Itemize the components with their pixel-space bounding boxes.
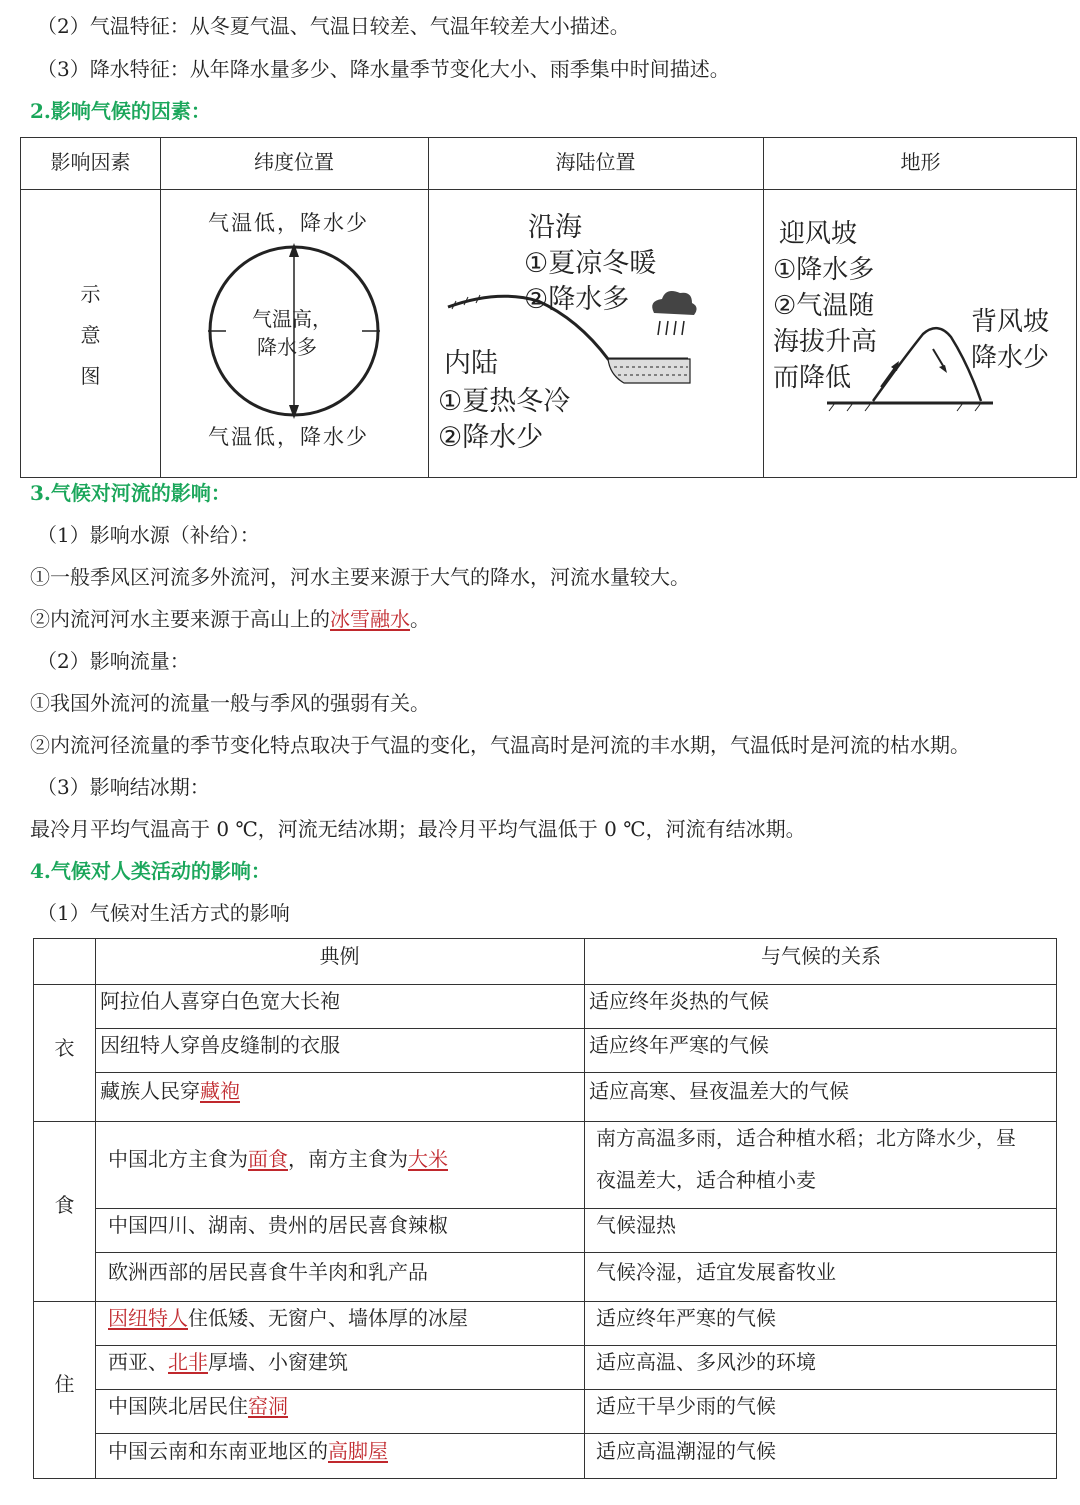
header-sea-land: 海陆位置 (555, 150, 636, 174)
climate-precipitation-line: （3）降水特征：从年降水量多少、降水量季节变化大小、雨季集中时间描述。 (37, 57, 730, 81)
section-heading-rivers: 3.气候对河流的影响： (30, 481, 231, 505)
header-relation: 与气候的关系 (761, 944, 881, 968)
leeward-title: 背风坡 (971, 307, 1050, 337)
latitude-top-label: 气温低，降水少 (208, 211, 369, 235)
header-latitude: 纬度位置 (254, 150, 334, 174)
leeward-feature-1: 降水少 (971, 343, 1050, 373)
table-row-relation: 适应高温、多风沙的环境 (596, 1350, 816, 1374)
table-row: 中国北方主食为面食，南方主食为大米 (108, 1147, 448, 1171)
coast-feature-2: ②降水多 (524, 284, 630, 315)
header-terrain: 地形 (900, 150, 941, 174)
header-factor: 影响因素 (50, 150, 131, 174)
section-heading-human: 4.气候对人类活动的影响： (30, 859, 271, 883)
windward-feature-2: ②气温随 (773, 291, 875, 321)
table-row-relation: 适应高寒、昼夜温差大的气候 (589, 1079, 849, 1103)
inuit-highlight: 因纽特人 (108, 1306, 188, 1330)
sea-land-diagram (428, 189, 763, 479)
snowmelt-highlight: 冰雪融水 (330, 607, 410, 631)
stilt-house-highlight: 高脚屋 (328, 1439, 388, 1463)
table-row-relation: 气候湿热 (596, 1213, 676, 1237)
category-housing: 住 (54, 1372, 75, 1396)
table-row: 中国四川、湖南、贵州的居民喜食辣椒 (108, 1213, 448, 1237)
inland-feature-1: ①夏热冬冷 (438, 386, 571, 417)
table-row-relation: 南方高温多雨，适合种植水稻；北方降水少，昼 (596, 1126, 1016, 1150)
section-heading-factors: 2.影响气候的因素： (30, 99, 211, 123)
lifestyle-table (33, 938, 1057, 1479)
table-row-relation: 气候冷湿，适宜发展畜牧业 (596, 1260, 836, 1284)
table-row: 因纽特人住低矮、无窗户、墙体厚的冰屋 (108, 1306, 468, 1330)
river-freeze-title: （3）影响结冰期： (37, 775, 210, 799)
table-row: 西亚、北非厚墙、小窗建筑 (108, 1350, 348, 1374)
category-clothing: 衣 (54, 1036, 75, 1060)
latitude-diagram (160, 189, 428, 479)
coast-feature-1: ①夏凉冬暖 (524, 248, 657, 279)
river-inland-source-line: ②内流河河水主要来源于高山上的冰雪融水。 (30, 607, 430, 631)
windward-feature-3: 海拔升高 (773, 327, 878, 357)
inland-title: 内陆 (444, 348, 498, 379)
table-row-relation: 适应终年炎热的气候 (589, 989, 769, 1013)
table-row-relation: 适应干旱少雨的气候 (596, 1394, 776, 1418)
river-exterior-flow-line: ①我国外流河的流量一般与季风的强弱有关。 (30, 691, 430, 715)
river-water-source-title: （1）影响水源（补给）： (37, 523, 260, 547)
category-food: 食 (54, 1193, 75, 1217)
table-row: 因纽特人穿兽皮缝制的衣服 (100, 1033, 340, 1057)
river-flow-title: （2）影响流量： (37, 649, 190, 673)
inland-feature-2: ②降水少 (438, 422, 544, 453)
lifestyle-subtitle: （1）气候对生活方式的影响 (37, 901, 290, 925)
windward-feature-4: 而降低 (773, 363, 852, 393)
table-row-relation: 夜温差大，适合种植小麦 (596, 1168, 816, 1192)
table-row: 藏族人民穿藏袍 (100, 1079, 240, 1103)
header-example: 典例 (319, 944, 360, 968)
river-freeze-line: 最冷月平均气温高于 0 ℃，河流无结冰期；最冷月平均气温低于 0 ℃，河流有结冰期。 (30, 817, 806, 841)
latitude-center-label-2: 降水多 (257, 335, 317, 359)
coast-title: 沿海 (528, 212, 582, 243)
row-label-schematic: 示 意 图 (80, 282, 101, 388)
latitude-center-label-1: 气温高， (252, 307, 332, 331)
north-africa-highlight: 北非 (168, 1350, 208, 1374)
climate-factors-table (20, 137, 1077, 478)
table-row: 中国云南和东南亚地区的高脚屋 (108, 1439, 388, 1463)
climate-temperature-line: （2）气温特征：从冬夏气温、气温日较差、气温年较差大小描述。 (37, 14, 630, 38)
river-monsoon-line: ①一般季风区河流多外流河，河水主要来源于大气的降水，河流水量较大。 (30, 565, 690, 589)
terrain-diagram (763, 189, 1078, 479)
tibetan-robe-highlight: 藏袍 (200, 1079, 240, 1103)
table-row: 阿拉伯人喜穿白色宽大长袍 (100, 989, 340, 1013)
table-row-relation: 适应终年严寒的气候 (596, 1306, 776, 1330)
windward-feature-1: ①降水多 (773, 255, 875, 285)
windward-title: 迎风坡 (779, 219, 858, 249)
rice-highlight: 大米 (408, 1147, 448, 1171)
river-inland-flow-line: ②内流河径流量的季节变化特点取决于气温的变化，气温高时是河流的丰水期，气温低时是河流的枯水期。 (30, 733, 970, 757)
latitude-bottom-label: 气温低，降水少 (208, 425, 369, 449)
table-row-relation: 适应终年严寒的气候 (589, 1033, 769, 1057)
table-row-relation: 适应高温潮湿的气候 (596, 1439, 776, 1463)
table-row: 中国陕北居民住窑洞 (108, 1394, 288, 1418)
cave-dwelling-highlight: 窑洞 (248, 1394, 288, 1418)
wheat-food-highlight: 面食 (248, 1147, 288, 1171)
table-row: 欧洲西部的居民喜食牛羊肉和乳产品 (108, 1260, 428, 1284)
